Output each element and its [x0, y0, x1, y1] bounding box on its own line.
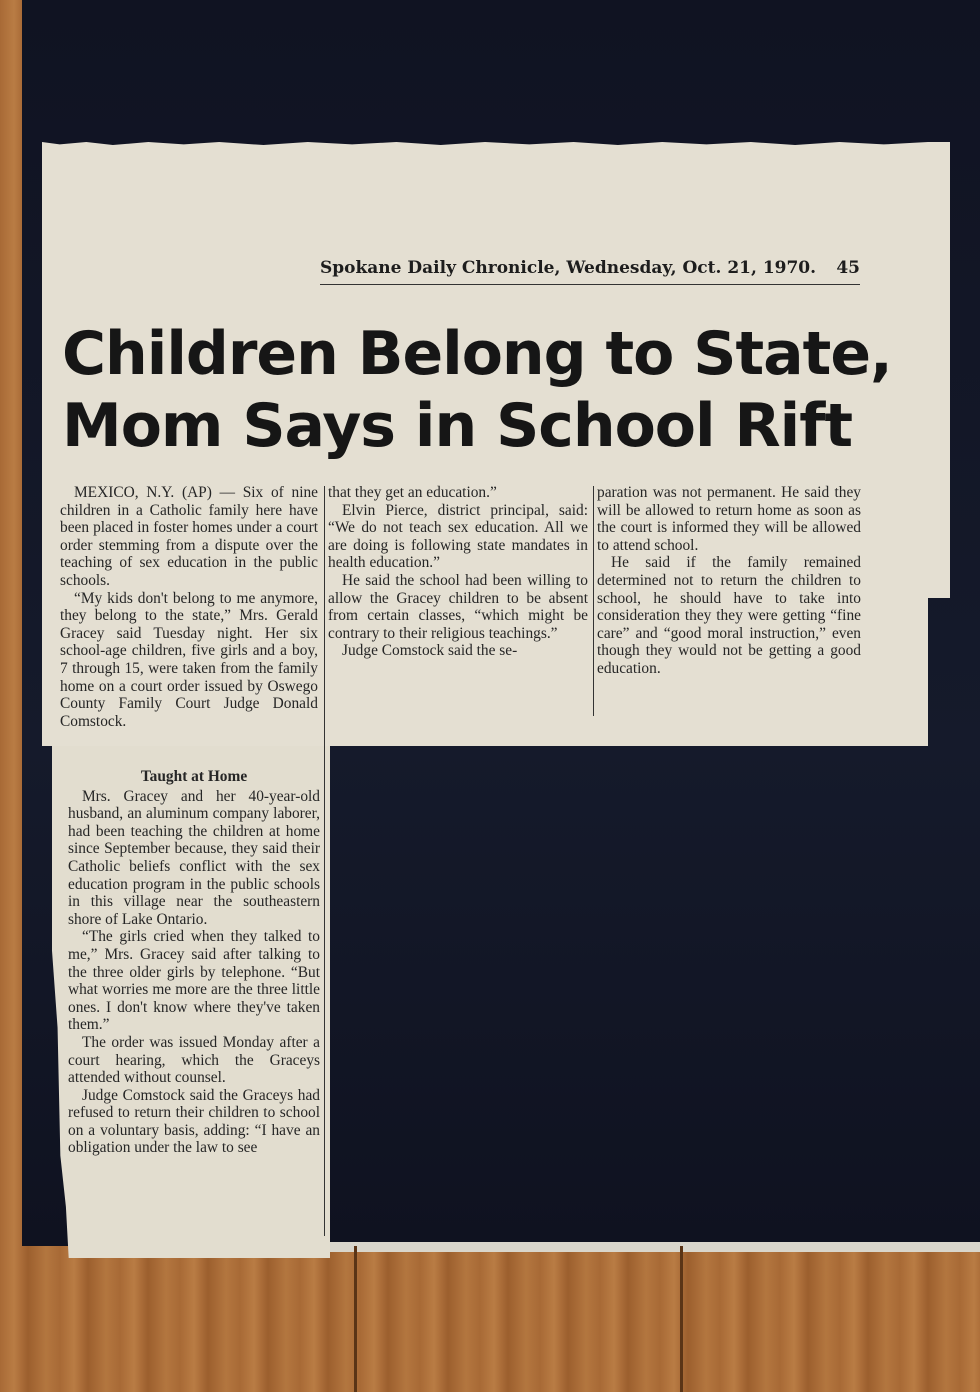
- article-paragraph: He said the school had been willing to allow the Gracey children to be absent from certain classes, “which might be contrary to their religious teachings.”: [328, 571, 588, 642]
- floor-seam: [354, 1246, 357, 1392]
- article-paragraph: paration was not permanent. He said they will be allowed to return home as soon as the court is informed they will be allowed to attend school.: [597, 484, 861, 554]
- article-paragraph: The order was issued Monday after a court hearing, which the Graceys attended without counsel.: [68, 1033, 320, 1087]
- article-column-2: [328, 484, 588, 716]
- article-column-1-continued: [68, 766, 320, 1236]
- page-number: 45: [836, 258, 860, 278]
- article-paragraph: Elvin Pierce, district principal, said: “We do not teach sex education. All we are doing is following state mandates in health education.”: [328, 501, 588, 572]
- article-paragraph: He said if the family remained determined not to return the children to school, he should have to take into consideration they they were getting “fine care” and “good moral instruction,” even though they would not be getting a good education.: [597, 554, 861, 677]
- article-paragraph: Mrs. Gracey and her 40-year-old husband, an aluminum company laborer, had been teaching the children at home since September because, they said their Catholic beliefs conflict with the sex education program in the public schools in this village near the southeastern shore of Lake Ontario.: [68, 787, 320, 928]
- article-subhead: Taught at Home: [140, 768, 248, 785]
- board-edge: [330, 1242, 980, 1252]
- column-rule: [593, 486, 594, 716]
- article-paragraph: that they get an education.”: [328, 484, 497, 501]
- article-paragraph: “My kids don't belong to me anymore, they belong to the state,” Mrs. Gerald Gracey said Tuesday night. Her six school-age children, five girls and a boy, 7 through 15, were taken from the family home on a court order issued by Oswego County Family Court Judge Donald Comstock.: [60, 589, 318, 730]
- newspaper-clipping-edge: [928, 142, 950, 598]
- article-paragraph: MEXICO, N.Y. (AP) — Six of nine children in a Catholic family here have been placed in foster homes under a court order stemming from a dispute over the teaching of sex education in the public schools.: [60, 484, 318, 589]
- article-paragraph: Judge Comstock said the se-: [342, 642, 518, 660]
- headline: [62, 318, 922, 462]
- headline-line-1: Children Belong to State,: [62, 319, 892, 389]
- column-rule: [324, 486, 325, 1236]
- article-column-3: [597, 484, 861, 716]
- article-paragraph: “The girls cried when they talked to me,” Mrs. Gracey said after talking to the three older girls by telephone. “But what worries me more are the three little ones. I don't know where they've taken them.”: [68, 928, 320, 1034]
- floor-seam: [680, 1246, 683, 1392]
- article-paragraph: Judge Comstock said the Graceys had refused to return their children to school on a voluntary basis, adding: “I have an obligation under the law to see: [68, 1086, 320, 1157]
- masthead: [320, 258, 860, 285]
- headline-line-2: Mom Says in School Rift: [62, 391, 853, 461]
- publication-line: Spokane Daily Chronicle, Wednesday, Oct. 21, 1970.: [320, 258, 817, 278]
- article-column-1: [60, 484, 318, 746]
